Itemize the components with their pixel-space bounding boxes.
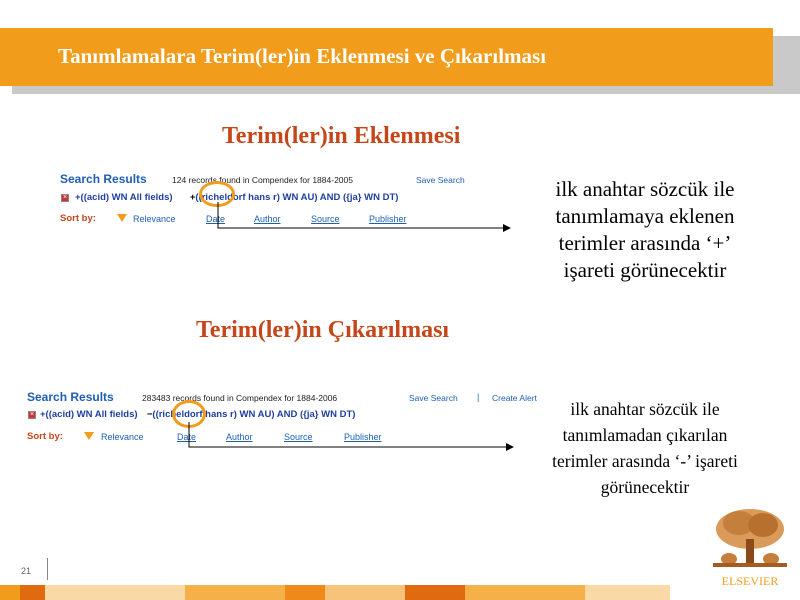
sort-author[interactable]: Author [254, 214, 281, 224]
sort-by-label: Sort by: [27, 431, 63, 442]
section-heading-remove: Terim(ler)in Çıkarılması [196, 317, 450, 343]
remove-term-icon[interactable]: × [62, 194, 68, 201]
sort-date[interactable]: Date [177, 432, 197, 442]
callout-line: terimler arasında ‘-’ işareti [552, 451, 738, 471]
sort-source[interactable]: Source [311, 214, 340, 224]
remove-term-icon[interactable]: × [29, 411, 35, 418]
pointer-arrow-remove [189, 422, 513, 447]
save-search-link[interactable]: Save Search [416, 175, 465, 185]
query-operator: − [146, 409, 153, 420]
sort-publisher[interactable]: Publisher [344, 432, 382, 442]
records-count: 283483 records found in Compendex for 1884-2006 [142, 393, 338, 403]
query-second-term[interactable]: ((richeldorf hans r) WN AU) AND ({ja} WN DT) [152, 409, 356, 420]
sort-publisher[interactable]: Publisher [369, 214, 407, 224]
query-operator: + [189, 192, 196, 203]
callout-line: görünecektir [600, 477, 690, 497]
query-first-term[interactable]: +((acid) WN All fields) [40, 409, 138, 420]
callout-line: tanımlamaya eklenen [555, 204, 735, 228]
sort-source[interactable]: Source [284, 432, 313, 442]
callout-line: ilk anahtar sözcük ile [570, 399, 720, 419]
query-second-term[interactable]: ((richeldorf hans r) WN AU) AND ({ja} WN DT) [195, 192, 399, 203]
query-first-term[interactable]: +((acid) WN All fields) [75, 192, 173, 203]
sort-date[interactable]: Date [206, 214, 226, 224]
sort-relevance[interactable]: Relevance [101, 432, 144, 442]
elsevier-logo-text: ELSEVIER [721, 574, 779, 588]
callout-line: ilk anahtar sözcük ile [555, 177, 735, 201]
records-count: 124 records found in Compendex for 1884-2005 [172, 175, 353, 185]
create-alert-link[interactable]: Create Alert [492, 393, 537, 403]
footer-color-bar [0, 585, 800, 600]
save-search-link[interactable]: Save Search [409, 393, 458, 403]
sort-author[interactable]: Author [226, 432, 253, 442]
callout-line: tanımlamadan çıkarılan [562, 425, 728, 445]
link-separator: | [477, 392, 480, 402]
elsevier-logo [709, 505, 791, 573]
page-number: 21 [21, 566, 32, 576]
callout-line: terimler arasında ‘+’ [558, 231, 732, 255]
search-results-title: Search Results [60, 172, 147, 186]
search-results-title: Search Results [27, 390, 114, 404]
pointer-arrow-add [218, 202, 510, 228]
slide-title: Tanımlamalara Terim(ler)in Eklenmesi ve Çıkarılması [58, 44, 547, 68]
section-heading-add: Terim(ler)in Eklenmesi [222, 123, 461, 149]
callout-line: işareti görünecektir [563, 258, 727, 282]
sort-relevance[interactable]: Relevance [133, 214, 176, 224]
page-divider [47, 558, 48, 580]
sort-by-label: Sort by: [60, 213, 96, 224]
tree-icon [709, 505, 791, 573]
